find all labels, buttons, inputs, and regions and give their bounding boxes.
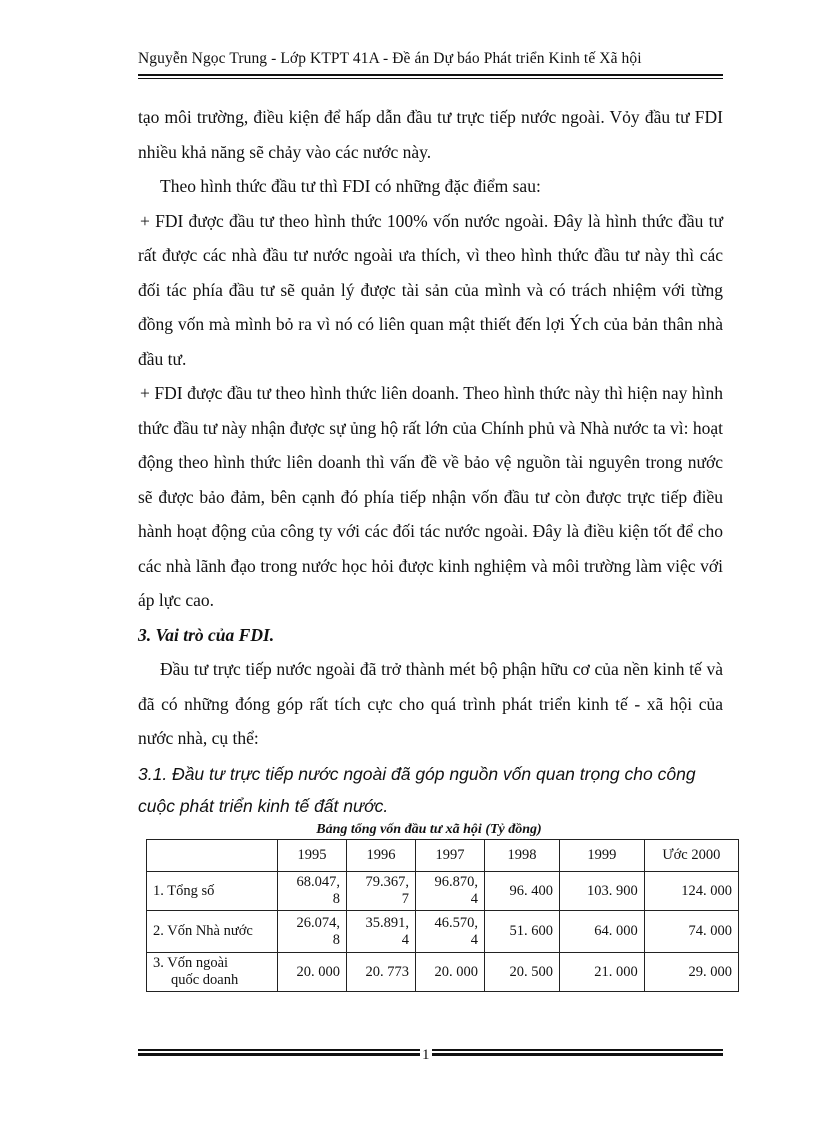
paragraph: tạo môi trường, điều kiện để hấp dẫn đầu tư trực tiếp nước ngoài. Vỏy đầu tư FDI nhiều khả năng sẽ chảy vào các nước này. (138, 107, 723, 162)
row-label: 2. Vốn Nhà nước (147, 911, 278, 953)
table-cell: 103. 900 (560, 872, 645, 911)
table-cell: 74. 000 (644, 911, 738, 953)
table-row (147, 911, 739, 953)
table-cell: 29. 000 (644, 953, 738, 992)
table-header-cell: 1995 (278, 840, 347, 872)
table-cell: 79.367, 7 (347, 872, 416, 911)
paragraph-bullet: + FDI được đầu tư theo hình thức 100% vốn nước ngoài. Đây là hình thức đầu tư rất được các nhà đầu tư nước ngoài ưa thích, vì theo hình thức đầu tư này thì các đối tác phía đầu tư sẽ quản lý được tài sản của mình và có trách nhiệm với từng đồng vốn mà mình bỏ ra vì nó có liên quan mật thiết đến lợi Ých của bản thân nhà đầu tư. (138, 210, 723, 369)
section-heading: 3. Vai trò của FDI. (138, 624, 275, 645)
table-cell: 51. 600 (485, 911, 560, 953)
table-cell: 46.570, 4 (416, 911, 485, 953)
table-cell: 96.870, 4 (416, 872, 485, 911)
table-header-cell: 1998 (485, 840, 560, 872)
table-cell: 68.047, 8 (278, 872, 347, 911)
table-header-row (147, 840, 739, 872)
table-cell: 96. 400 (485, 872, 560, 911)
page-number: 1 (422, 1047, 430, 1063)
table-header-cell: 1997 (416, 840, 485, 872)
table-cell: 35.891, 4 (347, 911, 416, 953)
body-text (138, 100, 723, 822)
table-cell: 124. 000 (644, 872, 738, 911)
header-rule (138, 74, 723, 76)
table-cell: 20. 500 (485, 953, 560, 992)
table-cell: 64. 000 (560, 911, 645, 953)
subheading: 3.1. Đầu tư trực tiếp nước ngoài đã góp nguồn vốn quan trọng cho công cuộc phát triển kinh tế đất nước. (138, 763, 696, 816)
table-cell: 20. 773 (347, 953, 416, 992)
table-cell: 20. 000 (278, 953, 347, 992)
table-cell: 26.074, 8 (278, 911, 347, 953)
table-header-cell: 1999 (560, 840, 645, 872)
table-header-cell: 1996 (347, 840, 416, 872)
header-rule-thin (138, 78, 723, 79)
table-row (147, 953, 739, 992)
table-header-cell: Ước 2000 (644, 840, 738, 872)
paragraph: Theo hình thức đầu tư thì FDI có những đặc điểm sau: (160, 176, 541, 196)
page-header: Nguyễn Ngọc Trung - Lớp KTPT 41A - Đề án Dự báo Phát triển Kinh tế Xã hội (138, 50, 642, 67)
row-label: 1. Tổng số (147, 872, 278, 911)
table-cell: 20. 000 (416, 953, 485, 992)
paragraph: Đầu tư trực tiếp nước ngoài đã trở thành mét bộ phận hữu cơ của nền kinh tế và đã có những đóng góp rất tích cực cho quá trình phát triển kinh tế - xã hội của nước nhà, cụ thể: (138, 659, 723, 748)
table-cell: 21. 000 (560, 953, 645, 992)
paragraph-bullet: + FDI được đầu tư theo hình thức liên doanh. Theo hình thức này thì hiện nay hình thức đầu tư này nhận được sự ủng hộ rất lớn của Chính phủ và Nhà nước ta vì: hoạt động theo hình thức liên doanh thì vấn đề về bảo vệ nguồn tài nguyên trong nước sẽ được bảo đảm, bên cạnh đó phía tiếp nhận vốn đầu tư còn được trực tiếp điều hành hoạt động của công ty với các đối tác nước ngoài. Đây là điều kiện tốt để cho các nhà lãnh đạo trong nước học hỏi được kinh nghiệm và môi trường làm việc với áp lực cao. (138, 383, 723, 610)
investment-table (146, 839, 739, 992)
table-header-cell (147, 840, 278, 872)
table-row (147, 872, 739, 911)
table-title: Bảng tổng vốn đầu tư xã hội (Tỷ đồng) (316, 822, 542, 837)
row-label: 3. Vốn ngoài quốc doanh (147, 953, 278, 992)
